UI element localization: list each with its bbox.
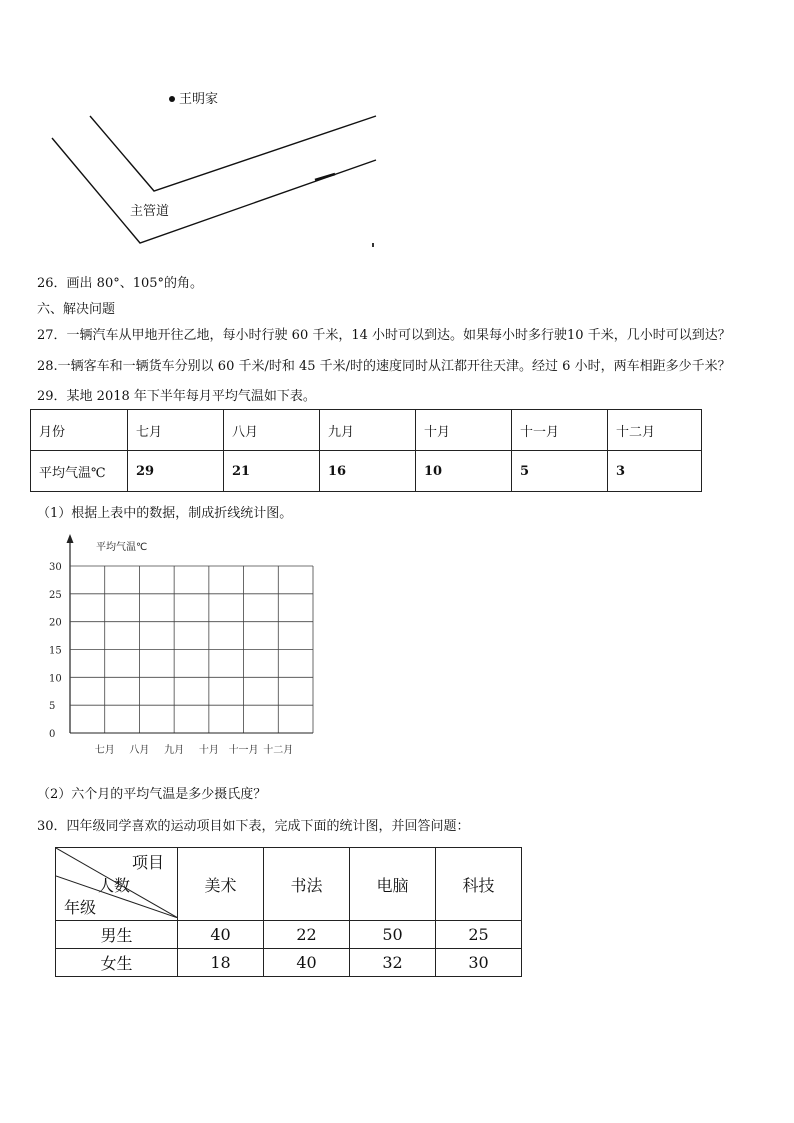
- corner-label-item: 项目: [132, 853, 165, 872]
- table-header: 科技: [436, 848, 522, 921]
- row-label: 女生: [56, 949, 178, 977]
- question-28: 28.一辆客车和一辆货车分别以 60 千米/时和 45 千米/时的速度同时从江都开往天津。经过 6 小时，两车相距多少千米？: [37, 359, 731, 374]
- table-cell: 32: [350, 949, 436, 977]
- table-cell: 22: [264, 921, 350, 949]
- table-cell: 5: [512, 451, 608, 492]
- y-tick-label: 0: [49, 729, 56, 740]
- table-cell: 50: [350, 921, 436, 949]
- table-row: [31, 451, 702, 492]
- table-cell: 30: [436, 949, 522, 977]
- table-cell: 3: [608, 451, 702, 492]
- table-cell: 21: [224, 451, 320, 492]
- table-cell: 25: [436, 921, 522, 949]
- corner-label-count: 人数: [98, 876, 131, 895]
- main-pipe-line: [52, 138, 376, 243]
- table-cell: 16: [320, 451, 416, 492]
- table-cell: 40: [264, 949, 350, 977]
- y-axis-label: 平均气温℃: [96, 542, 148, 553]
- home-label: 王明家: [179, 92, 219, 107]
- section-title: 六、解决问题: [37, 302, 116, 317]
- y-tick-label: 5: [49, 701, 56, 713]
- table-row: [56, 921, 522, 949]
- pipe-map-figure: [40, 80, 390, 255]
- table-header: 美术: [178, 848, 264, 921]
- table-cell: 29: [128, 451, 224, 492]
- x-tick-label: 九月: [164, 745, 185, 756]
- question-30: 30．四年级同学喜欢的运动项目如下表，完成下面的统计图，并回答问题：: [37, 819, 470, 834]
- y-tick-label: 20: [49, 617, 62, 629]
- table-cell: 十二月: [608, 410, 702, 451]
- x-tick-label: 十一月: [228, 745, 259, 756]
- table-corner-cell: [56, 848, 178, 921]
- temperature-table: [30, 409, 702, 492]
- x-tick-label: 八月: [129, 745, 150, 756]
- table-cell: 十一月: [512, 410, 608, 451]
- sports-table: [55, 847, 522, 977]
- upper-road-line: [90, 116, 376, 191]
- table-cell: 十月: [416, 410, 512, 451]
- pipe-label: 主管道: [130, 204, 170, 219]
- y-tick-label: 30: [49, 562, 62, 573]
- table-cell: 40: [178, 921, 264, 949]
- row-label: 男生: [56, 921, 178, 949]
- question-29: 29．某地 2018 年下半年每月平均气温如下表。: [37, 389, 316, 404]
- question-27: 27．一辆汽车从甲地开往乙地，每小时行驶 60 千米，14 小时可以到达。如果每小时多行驶10 千米，几小时可以到达？: [37, 328, 731, 343]
- table-header: 书法: [264, 848, 350, 921]
- table-cell: 10: [416, 451, 512, 492]
- table-cell: 18: [178, 949, 264, 977]
- y-tick-label: 25: [49, 589, 62, 601]
- corner-label-grade: 年级: [64, 898, 97, 917]
- x-tick-label: 十二月: [263, 745, 294, 756]
- table-cell: 九月: [320, 410, 416, 451]
- line-chart-grid: [40, 530, 330, 765]
- x-tick-label: 七月: [94, 745, 115, 756]
- question-29-sub1: （1）根据上表中的数据，制成折线统计图。: [37, 506, 293, 521]
- x-tick-label: 十月: [198, 745, 219, 756]
- table-header-temp: 平均气温℃: [31, 451, 128, 492]
- table-row: [31, 410, 702, 451]
- y-tick-label: 10: [49, 673, 62, 685]
- table-row: [56, 848, 522, 921]
- table-cell: 七月: [128, 410, 224, 451]
- table-cell: 八月: [224, 410, 320, 451]
- table-row: [56, 949, 522, 977]
- home-dot: [169, 96, 175, 102]
- question-26: 26．画出 80°、105°的角。: [37, 276, 204, 291]
- table-header-month: 月份: [31, 410, 128, 451]
- y-tick-label: 15: [49, 645, 62, 657]
- y-axis-arrow: [67, 534, 74, 543]
- table-header: 电脑: [350, 848, 436, 921]
- question-29-sub2: （2）六个月的平均气温是多少摄氏度？: [37, 787, 267, 802]
